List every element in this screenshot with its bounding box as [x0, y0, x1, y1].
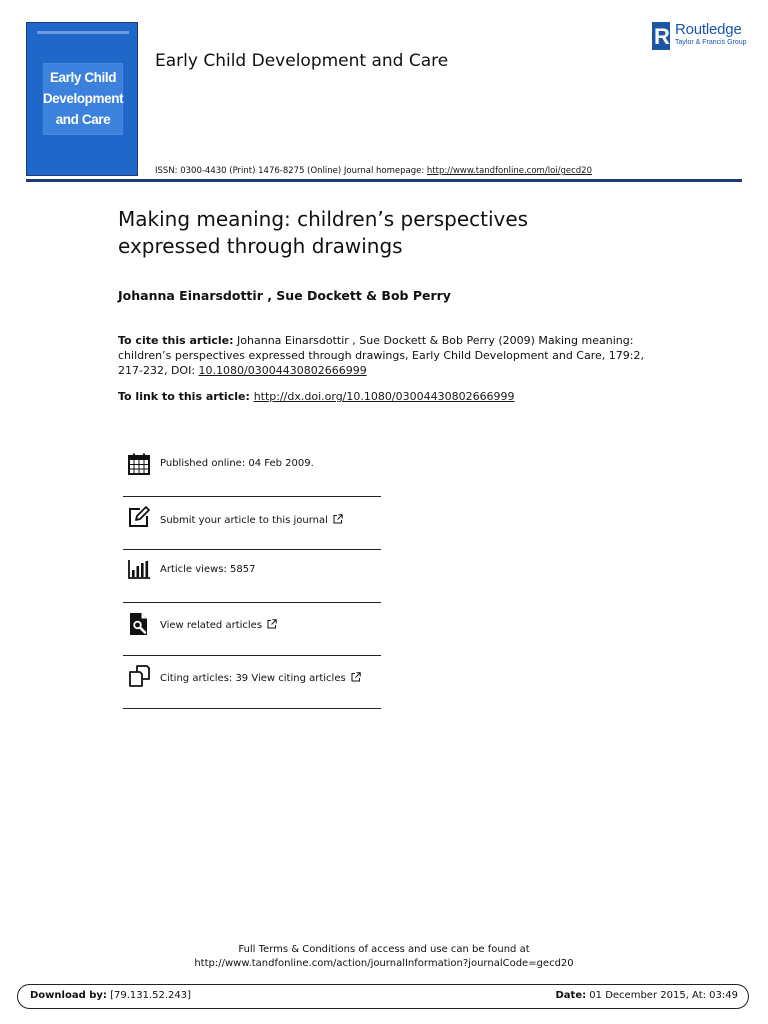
article-link-line — [118, 389, 515, 404]
download-by — [30, 990, 191, 1001]
cover-title-line: Development — [42, 91, 124, 106]
publisher-group: Taylor & Francis Group — [675, 39, 747, 46]
journal-title: Early Child Development and Care — [155, 51, 449, 71]
publisher-name: Routledge — [675, 21, 742, 38]
date-label: Date: — [555, 990, 587, 1001]
external-link-icon — [333, 514, 343, 524]
download-info-bar — [17, 984, 749, 1009]
terms-line: Full Terms & Conditions of access and use can be found at — [238, 944, 530, 955]
download-label: Download by: — [30, 990, 107, 1001]
cover-top-line — [37, 31, 129, 34]
article-title-line: expressed through drawings — [118, 234, 403, 258]
cite-label: To cite this article: — [118, 334, 234, 347]
submit-article-item[interactable] — [123, 497, 381, 550]
cover-title-line: Early Child — [49, 70, 117, 85]
cite-text: Johanna Einarsdottir , Sue Dockett & Bob Perry (2009) Making meaning: children’s perspectives expressed through drawings, Early Child Development and Care, 179:2, 217-232, DOI: — [118, 334, 644, 377]
journal-homepage-link[interactable]: http://www.tandfonline.com/loi/gecd20 — [426, 166, 592, 176]
journal-cover-image — [26, 22, 138, 176]
bar-chart-icon — [127, 557, 151, 581]
header-divider — [26, 179, 742, 182]
edit-icon — [127, 505, 151, 529]
article-doi-url-link[interactable]: http://dx.doi.org/10.1080/03004430802666999 — [253, 390, 515, 403]
article-views-text: Article views: 5857 — [160, 564, 256, 575]
citing-articles-link[interactable] — [160, 672, 361, 684]
cover-title-line: and Care — [55, 112, 111, 127]
document-search-icon — [127, 612, 151, 636]
issn-line — [155, 166, 592, 176]
issn-text: ISSN: 0300-4430 (Print) 1476-8275 (Online) Journal homepage: — [155, 166, 427, 176]
article-title — [118, 206, 678, 260]
calendar-icon — [127, 452, 151, 476]
article-title-line: Making meaning: children’s perspectives — [118, 207, 529, 231]
related-articles-label: View related articles — [160, 620, 263, 631]
related-articles-item[interactable] — [123, 603, 381, 656]
download-value: [79.131.52.243] — [106, 990, 192, 1001]
terms-notice — [0, 943, 768, 971]
cover-title — [37, 67, 129, 130]
article-info-list — [123, 440, 381, 709]
routledge-r-mark: R — [654, 24, 670, 49]
routledge-logo[interactable] — [652, 20, 747, 54]
doi-link[interactable]: 10.1080/03004430802666999 — [198, 364, 367, 377]
external-link-icon — [351, 672, 361, 682]
link-label: To link to this article: — [118, 390, 254, 403]
download-date — [556, 990, 739, 1001]
citation-block — [118, 333, 658, 378]
citing-articles-label: Citing articles: 39 View citing articles — [160, 673, 346, 684]
article-views-item — [123, 550, 381, 603]
terms-url[interactable]: http://www.tandfonline.com/action/journalInformation?journalCode=gecd20 — [194, 958, 574, 969]
published-online-item — [123, 440, 381, 497]
related-articles-link[interactable] — [160, 619, 277, 631]
published-online-text: Published online: 04 Feb 2009. — [160, 458, 314, 469]
external-link-icon — [267, 619, 277, 629]
copy-pages-icon — [127, 664, 151, 688]
submit-article-text[interactable] — [160, 514, 343, 526]
date-value: 01 December 2015, At: 03:49 — [586, 990, 738, 1001]
citing-articles-item[interactable] — [123, 656, 381, 709]
submit-article-label: Submit your article to this journal — [160, 515, 328, 526]
article-authors: Johanna Einarsdottir , Sue Dockett & Bob Perry — [118, 288, 451, 303]
